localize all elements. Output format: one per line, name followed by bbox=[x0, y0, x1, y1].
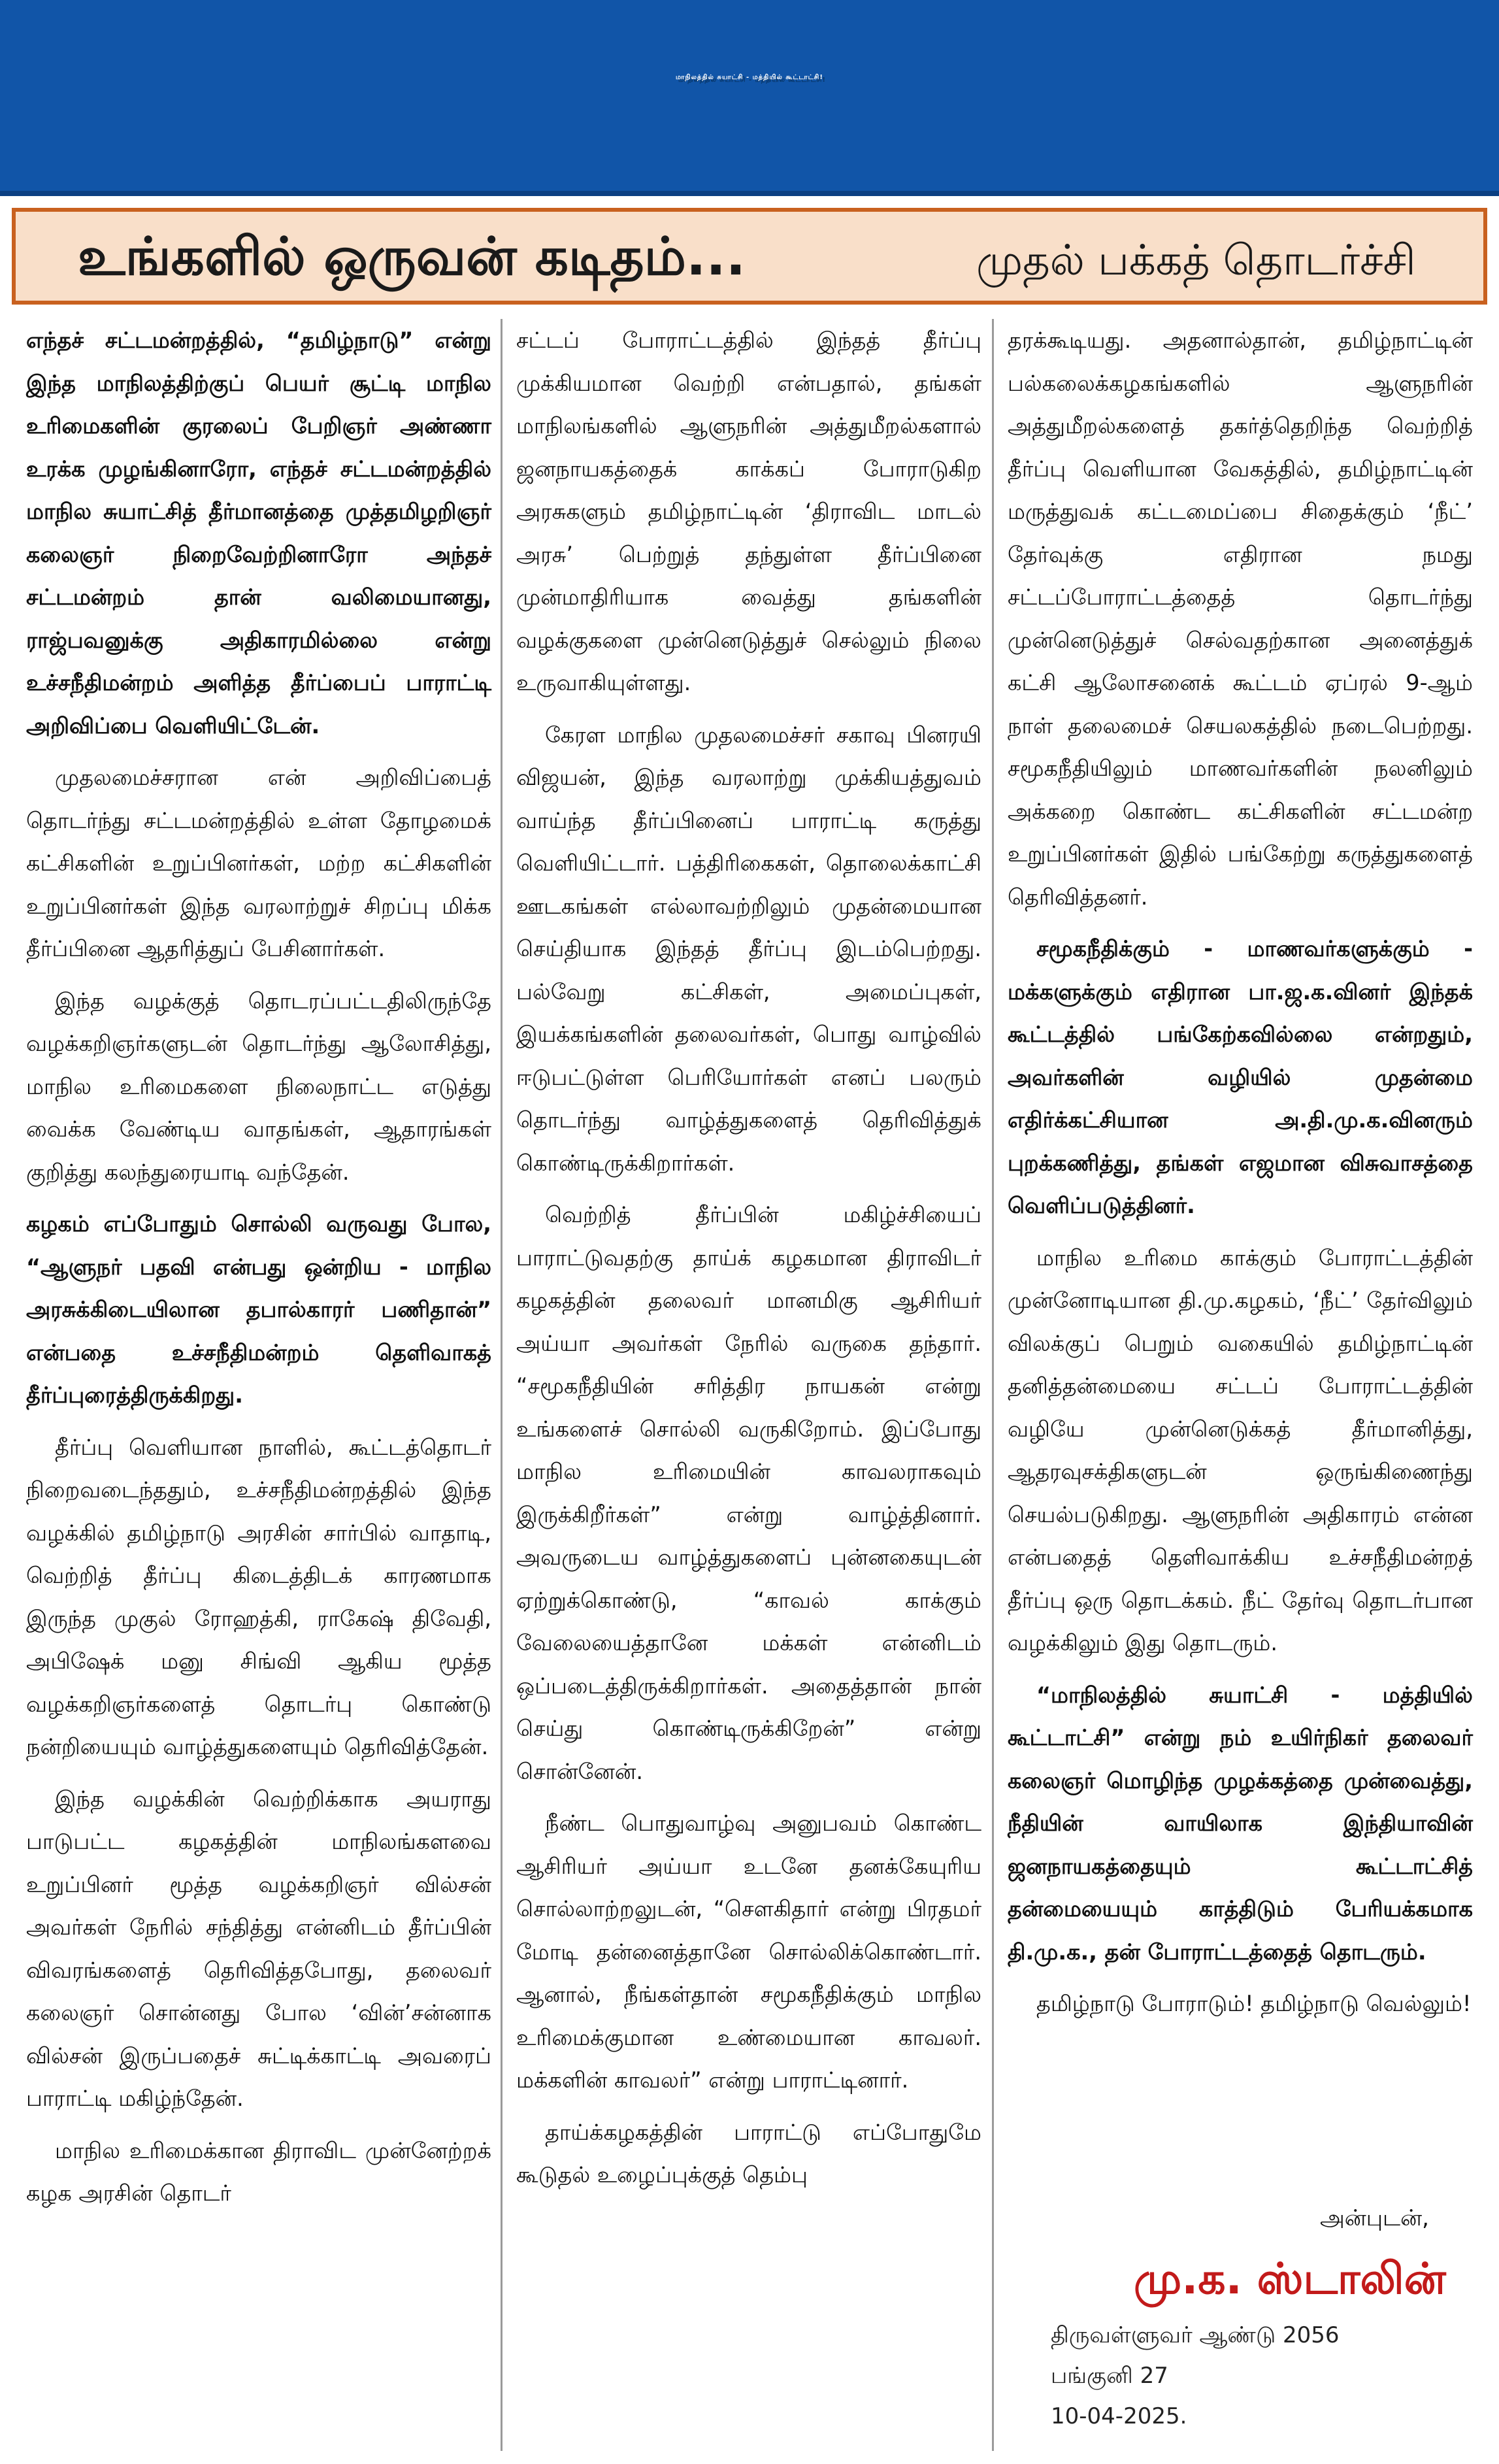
paragraph: சட்டப் போராட்டத்தில் இந்தத் தீர்ப்பு முக்கியமான வெற்றி என்பதால், தங்கள் மாநிலங்களில் ஆளுநரின் அத்துமீறல்களால் ஜனநாயகத்தைக் காக்கப் போராடுகிற அரசுகளும் தமிழ்நாட்டின் ‘திராவிட மாடல் அரசு’ பெற்றுத் தந்துள்ள தீர்ப்பினை முன்மாதிரியாக வைத்து தங்களின் வழக்குகளை முன்னெடுத்துச் செல்லும் நிலை உருவாகியுள்ளது. bbox=[516, 327, 981, 695]
paragraph: எந்தச் சட்டமன்றத்தில், “தமிழ்நாடு” என்று இந்த மாநிலத்திற்குப் பெயர் சூட்டி மாநில உரிமைகளின் குரலைப் பேறிஞர் அண்ணா உரக்க முழங்கினாரோ, எந்தச் சட்டமன்றத்தில் மாநில சுயாட்சித் தீர்மானத்தை முத்தமிழறிஞர் கலைஞர் நிறைவேற்றினாரோ அந்தச் சட்டமன்றம் தான் வலிமையானது, ராஜ்பவனுக்கு அதிகாரமில்லை என்று உச்சநீதிமன்றம் அளித்த தீர்ப்பைப் பாராட்டி அறிவிப்பை வெளியிட்டேன். bbox=[26, 327, 491, 739]
paragraph: “மாநிலத்தில் சுயாட்சி - மத்தியில் கூட்டாட்சி” என்று நம் உயிர்நிகர் தலைவர் கலைஞர் மொழிந்த முழக்கத்தை முன்வைத்து, நீதியின் வாயிலாக இந்தியாவின் ஜனநாயகத்தையும் கூட்டாட்சித் தன்மையையும் காத்திடும் பேரியக்கமாக தி.மு.க., தன் போராட்டத்தைத் தொடரும். bbox=[1008, 1682, 1473, 1965]
paragraph: சமூகநீதிக்கும் - மாணவர்களுக்கும் - மக்களுக்கும் எதிரான பா.ஜ.க.வினர் இந்தக் கூட்டத்தில் பங்கேற்கவில்லை என்றதும், அவர்களின் வழியில் முதன்மை எதிர்க்கட்சியான அ.தி.மு.க.வினரும் புறக்கணித்து, தங்கள் எஜமான விசுவாசத்தை வெளிப்படுத்தினர். bbox=[1008, 936, 1473, 1218]
tamil-year-line: திருவள்ளுவர் ஆண்டு 2056 bbox=[1051, 2322, 1340, 2348]
tamil-date-line: பங்குனி 27 bbox=[1051, 2363, 1168, 2389]
paragraph: வெற்றித் தீர்ப்பின் மகிழ்ச்சியைப் பாராட்டுவதற்கு தாய்க் கழகமான திராவிடர் கழகத்தின் தலைவர் மானமிகு ஆசிரியர் அய்யா அவர்கள் நேரில் வருகை தந்தார். “சமூகநீதியின் சரித்திர நாயகன் என்று உங்களைச் சொல்லி வருகிறோம். இப்போது மாநில உரிமையின் காவலராகவும் இருக்கிறீர்கள்” என்று வாழ்த்தினார். அவருடைய வாழ்த்துகளைப் புன்னகையுடன் ஏற்றுக்கொண்டு, “காவல் காக்கும் வேலையைத்தானே மக்கள் என்னிடம் ஒப்படைத்திருக்கிறார்கள். அதைத்தான் நான் செய்து கொண்டிருக்கிறேன்” என்று சொன்னேன். bbox=[516, 1202, 981, 1784]
paragraph: நீண்ட பொதுவாழ்வு அனுபவம் கொண்ட ஆசிரியர் அய்யா உடனே தனக்கேயுரிய சொல்லாற்றலுடன், “சௌகிதார் என்று பிரதமர் மோடி தன்னைத்தானே சொல்லிக்கொண்டார். ஆனால், நீங்கள்தான் சமூகநீதிக்கும் மாநில உரிமைக்குமான உண்மையான காவலர். மக்களின் காவலர்” என்று பாராட்டினார். bbox=[516, 1810, 981, 2093]
paragraph: மாநில உரிமை காக்கும் போராட்டத்தின் முன்னோடியான தி.மு.கழகம், ‘நீட்’ தேர்விலும் விலக்குப் பெறும் வகையில் தமிழ்நாட்டின் தனித்தன்மையை சட்டப் போராட்டத்தின் வழியே முன்னெடுக்கத் தீர்மானித்து, ஆதரவுசக்திகளுடன் ஒருங்கிணைந்து செயல்படுகிறது. ஆளுநரின் அதிகாரம் என்ன என்பதைத் தெளிவாக்கிய உச்சநீதிமன்றத் தீர்ப்பு ஒரு தொடக்கம். நீட் தேர்வு தொடர்பான வழக்கிலும் இது தொடரும். bbox=[1008, 1244, 1473, 1656]
signature-name: மு.க. ஸ்டாலின் bbox=[1134, 2254, 1446, 2304]
paragraph: முதலமைச்சரான என் அறிவிப்பைத் தொடர்ந்து சட்டமன்றத்தில் உள்ள தோழமைக் கட்சிகளின் உறுப்பினர்கள், மற்ற கட்சிகளின் உறுப்பினர்கள் இந்த வரலாற்றுச் சிறப்பு மிக்க தீர்ப்பினை ஆதரித்துப் பேசினார்கள். bbox=[26, 765, 491, 961]
continuation-label: முதல் பக்கத் தொடர்ச்சி bbox=[976, 237, 1416, 285]
paragraph: தமிழ்நாடு போராடும்! தமிழ்நாடு வெல்லும்! bbox=[1036, 1991, 1472, 2016]
paragraph: தீர்ப்பு வெளியான நாளில், கூட்டத்தொடர் நிறைவடைந்ததும், உச்சநீதிமன்றத்தில் இந்த வழக்கில் தமிழ்நாடு அரசின் சார்பில் வாதாடி, வெற்றித் தீர்ப்பு கிடைத்திடக் காரணமாக இருந்த முகுல் ரோஹத்கி, ராகேஷ் திவேதி, அபிஷேக் மனு சிங்வி ஆகிய மூத்த வழக்கறிஞர்களைத் தொடர்பு கொண்டு நன்றியையும் வாழ்த்துகளையும் தெரிவித்தேன். bbox=[26, 1434, 491, 1759]
article-column-1 bbox=[26, 319, 491, 2224]
paragraph: கேரள மாநில முதலமைச்சர் சகாவு பினரயி விஜயன், இந்த வரலாற்று முக்கியத்துவம் வாய்ந்த தீர்ப்பினைப் பாராட்டி கருத்து வெளியிட்டார். பத்திரிகைகள், தொலைக்காட்சி ஊடகங்கள் எல்லாவற்றிலும் முதன்மையான செய்தியாக இந்தத் தீர்ப்பு இடம்பெற்றது. பல்வேறு கட்சிகள், அமைப்புகள், இயக்கங்களின் தலைவர்கள், பொது வாழ்வில் ஈடுபட்டுள்ள பெரியோர்கள் எனப் பலரும் தொடர்ந்து வாழ்த்துகளைத் தெரிவித்துக் கொண்டிருக்கிறார்கள். bbox=[516, 722, 981, 1176]
headline-title: மாநிலத்தில் சுயாட்சி - மத்தியில் கூட்டாட்சி! bbox=[676, 74, 823, 81]
column-divider bbox=[501, 319, 502, 2451]
paragraph: இந்த வழக்கின் வெற்றிக்காக அயராது பாடுபட்ட கழகத்தின் மாநிலங்களவை உறுப்பினர் மூத்த வழக்கறிஞர் வில்சன் அவர்கள் நேரில் சந்தித்து என்னிடம் தீர்ப்பின் விவரங்களைத் தெரிவித்தபோது, தலைவர் கலைஞர் சொன்னது போல ‘வின்’சன்னாக வில்சன் இருப்பதைச் சுட்டிக்காட்டி அவரைப் பாராட்டி மகிழ்ந்தேன். bbox=[26, 1786, 491, 2111]
column-divider bbox=[992, 319, 994, 2451]
paragraph: இந்த வழக்குத் தொடரப்பட்டதிலிருந்தே வழக்கறிஞர்களுடன் தொடர்ந்து ஆலோசித்து, மாநில உரிமைகளை நிலைநாட்ட எடுத்து வைக்க வேண்டிய வாதங்கள், ஆதாரங்கள் குறித்து கலந்துரையாடி வந்தேன். bbox=[26, 988, 491, 1185]
paragraph: மாநில உரிமைக்கான திராவிட முன்னேற்றக் கழக அரசின் தொடர் bbox=[26, 2137, 491, 2206]
signature-closing: அன்புடன், bbox=[1320, 2205, 1429, 2231]
section-title: உங்களில் ஒருவன் கடிதம்... bbox=[78, 226, 746, 287]
date-line: 10-04-2025. bbox=[1051, 2403, 1187, 2429]
paragraph: தாய்க்கழகத்தின் பாராட்டு எப்போதுமே கூடுதல் உழைப்புக்குத் தெம்பு bbox=[516, 2119, 981, 2188]
article-column-2 bbox=[516, 319, 981, 2206]
article-column-3 bbox=[1008, 319, 1473, 2035]
paragraph: தரக்கூடியது. அதனால்தான், தமிழ்நாட்டின் பல்கலைக்கழகங்களில் ஆளுநரின் அத்துமீறல்களைத் தகர்த்தெறிந்த வெற்றித் தீர்ப்பு வெளியான வேகத்தில், தமிழ்நாட்டின் மருத்துவக் கட்டமைப்பை சிதைக்கும் ‘நீட்’ தேர்வுக்கு எதிரான நமது சட்டப்போராட்டத்தைத் தொடர்ந்து முன்னெடுத்துச் செல்வதற்கான அனைத்துக் கட்சி ஆலோசனைக் கூட்டம் ஏப்ரல் 9-ஆம் நாள் தலைமைச் செயலகத்தில் நடைபெற்றது. சமூகநீதியிலும் மாணவர்களின் நலனிலும் அக்கறை கொண்ட கட்சிகளின் சட்டமன்ற உறுப்பினர்கள் இதில் பங்கேற்று கருத்துகளைத் தெரிவித்தனர். bbox=[1008, 327, 1473, 910]
section-banner bbox=[12, 208, 1487, 305]
headline-banner bbox=[0, 0, 1499, 196]
paragraph: கழகம் எப்போதும் சொல்லி வருவது போல, “ஆளுநர் பதவி என்பது ஒன்றிய - மாநில அரசுக்கிடையிலான தபால்காரர் பணிதான்” என்பதை உச்சநீதிமன்றம் தெளிவாகத் தீர்ப்புரைத்திருக்கிறது. bbox=[26, 1211, 491, 1408]
